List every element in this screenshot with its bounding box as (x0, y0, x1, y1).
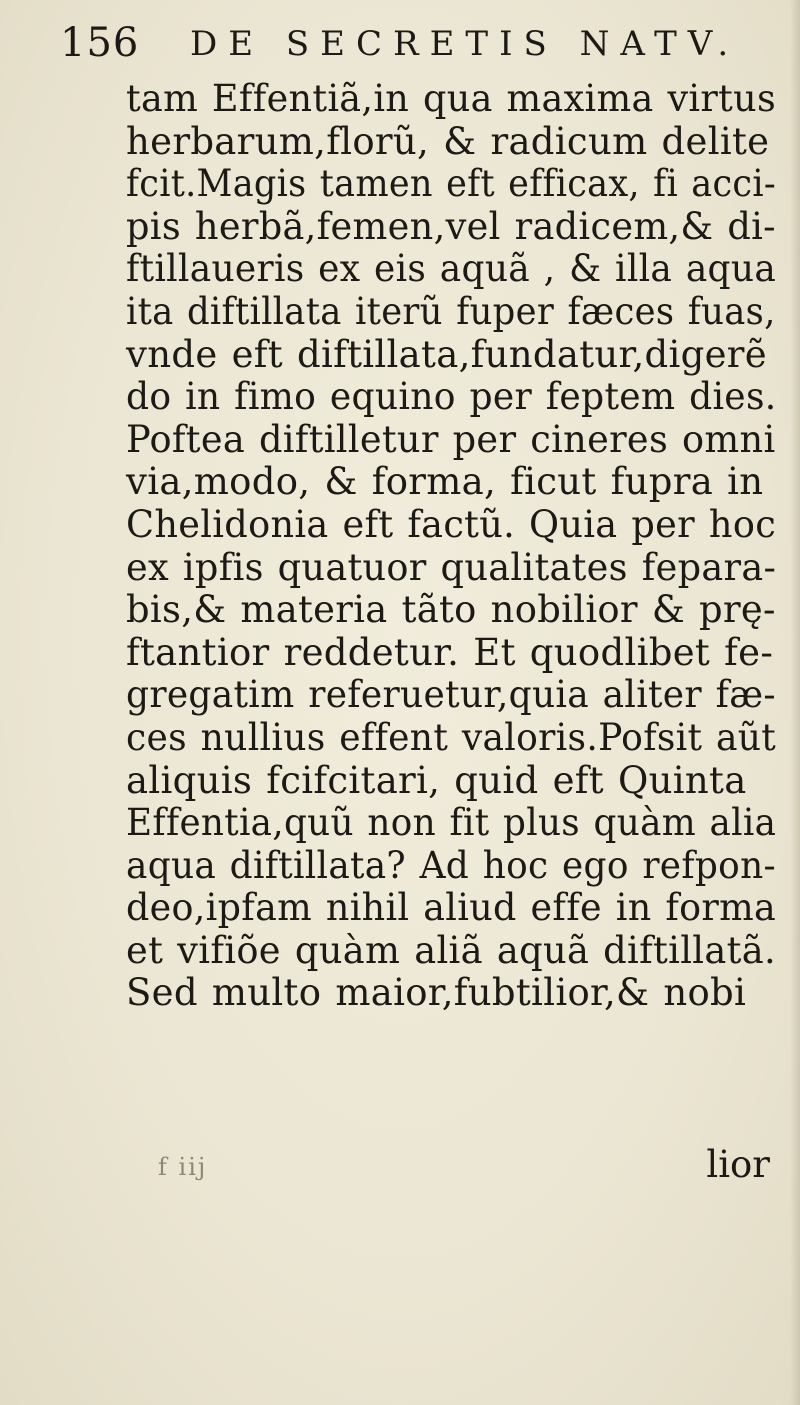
text-line: do in fimo equino per feptem dies. (126, 375, 777, 419)
page-header (0, 18, 800, 78)
text-line: gregatim referuetur,quia aliter fæ- (126, 673, 776, 717)
text-line: ces nullius effent valoris.Pofsit aũt (126, 715, 777, 759)
text-line: vnde eft diftillata,fundatur,digerẽ (126, 332, 767, 376)
body-text (126, 78, 776, 1015)
text-line: ftantior reddetur. Et quodlibet fe- (126, 630, 774, 674)
text-line: bis,& materia tãto nobilior & prę- (126, 588, 776, 632)
text-line: aliquis fcifcitari, quid eft Quinta (126, 758, 747, 802)
text-line: herbarum,florũ, & radicum delite (126, 119, 770, 163)
text-line: ex ipfis quatuor qualitates fepara- (126, 545, 777, 589)
text-line: Sed multo maior,fubtilior,& nobi (126, 971, 747, 1015)
text-line: Chelidonia eft factũ. Quia per hoc (126, 502, 777, 546)
text-line: aqua diftillata? Ad hoc ego refpon- (126, 843, 776, 887)
running-head: DE SECRETIS NATV. (190, 24, 740, 64)
text-line: Poftea diftilletur per cineres omni (126, 417, 776, 461)
text-line: ita diftillata iterũ fuper fæces fuas, (126, 289, 776, 333)
text-line: deo,ipfam nihil aliud effe in forma (126, 886, 777, 930)
page-footer (126, 1143, 776, 1193)
page-number: 156 (60, 20, 140, 66)
text-line: fcit.Magis tamen eft efficax, fi acci- (126, 162, 776, 206)
text-line: via,modo, & forma, ficut fupra in (126, 460, 764, 504)
text-line: pis herbã,femen,vel radicem,& di- (126, 204, 776, 248)
catchword: lior (706, 1143, 770, 1186)
signature-mark: f iij (158, 1153, 208, 1181)
text-line: tam Effentiã,in qua maxima virtus (126, 77, 777, 120)
text-line: et vifiõe quàm aliã aquã diftillatã. (126, 928, 776, 972)
text-line: Effentia,quũ non fit plus quàm alia (126, 801, 777, 845)
page-edge-shadow (790, 0, 800, 1405)
text-line: ftillaueris ex eis aquã , & illa aqua (126, 247, 777, 291)
